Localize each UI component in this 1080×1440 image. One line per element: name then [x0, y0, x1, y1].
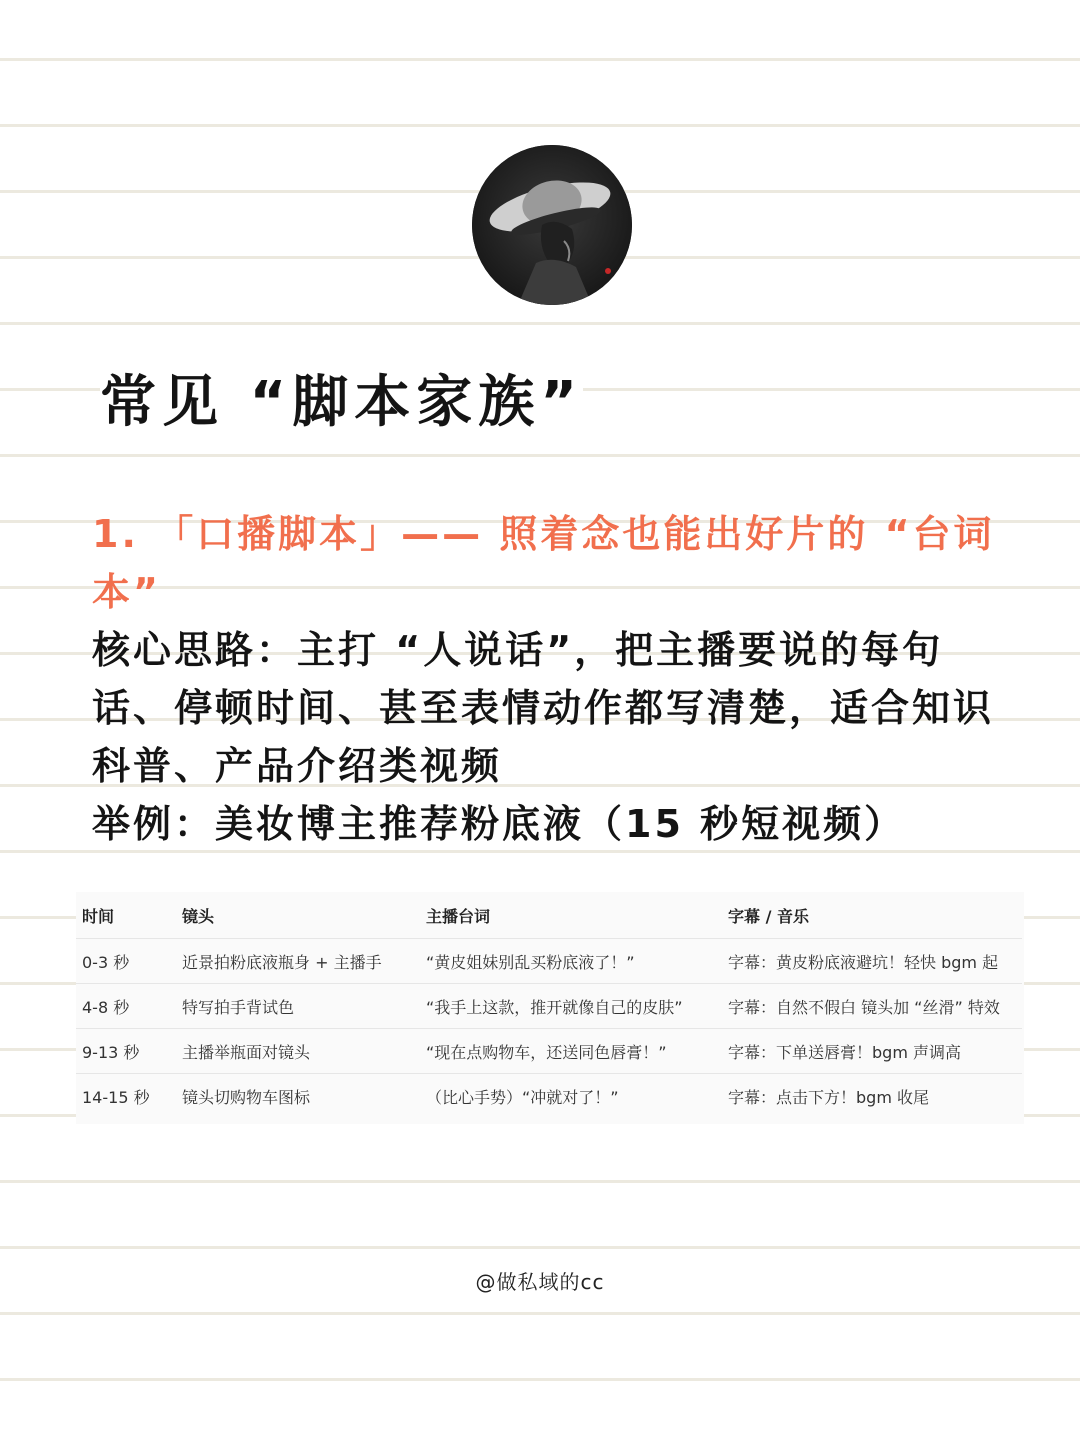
table-row	[76, 939, 1022, 984]
table-row	[76, 984, 1022, 1029]
cell-shot: 主播举瓶面对镜头	[176, 1029, 420, 1074]
page-title: 常见 “脚本家族”	[100, 368, 583, 438]
cell-shot: 特写拍手背试色	[176, 984, 420, 1029]
section-heading: 1. 「口播脚本」—— 照着念也能出好片的 “台词本”	[92, 512, 995, 614]
cell-shot: 近景拍粉底液瓶身 + 主播手	[176, 939, 420, 984]
cell-subtitle-music: 字幕：自然不假白 镜头加 “丝滑” 特效	[722, 984, 1022, 1029]
cell-time: 0-3 秒	[76, 939, 176, 984]
cell-subtitle-music: 字幕：点击下方！bgm 收尾	[722, 1074, 1022, 1119]
cell-time: 9-13 秒	[76, 1029, 176, 1074]
header-subtitle-music: 字幕 / 音乐	[728, 906, 809, 926]
cell-subtitle-music: 字幕：下单送唇膏！bgm 声调高	[722, 1029, 1022, 1074]
script-table	[76, 892, 1024, 1124]
cell-time: 4-8 秒	[76, 984, 176, 1029]
cell-lines: “黄皮姐妹别乱买粉底液了！”	[420, 939, 722, 984]
table-row	[76, 1029, 1022, 1074]
header-lines: 主播台词	[426, 906, 491, 926]
table-row	[76, 1074, 1022, 1119]
cell-shot: 镜头切购物车图标	[176, 1074, 420, 1119]
header-time: 时间	[82, 906, 115, 926]
cell-lines: “现在点购物车，还送同色唇膏！”	[420, 1029, 722, 1074]
cell-lines: （比心手势）“冲就对了！”	[420, 1074, 722, 1119]
cell-subtitle-music: 字幕：黄皮粉底液避坑！轻快 bgm 起	[722, 939, 1022, 984]
section-body	[92, 505, 1022, 853]
woman-hat-image	[472, 145, 632, 305]
header-shot: 镜头	[182, 906, 215, 926]
table-header-row	[76, 892, 1022, 939]
cell-lines: “我手上这款，推开就像自己的皮肤”	[420, 984, 722, 1029]
example-text: 举例：美妆博主推荐粉底液（15 秒短视频）	[92, 802, 906, 846]
author-handle: @做私域的cc	[475, 1270, 605, 1294]
core-idea-text: 核心思路：主打 “人说话”，把主播要说的每句话、停顿时间、甚至表情动作都写清楚，适合知识科普、产品介绍类视频	[92, 628, 995, 788]
avatar	[472, 145, 632, 305]
cell-time: 14-15 秒	[76, 1074, 176, 1119]
